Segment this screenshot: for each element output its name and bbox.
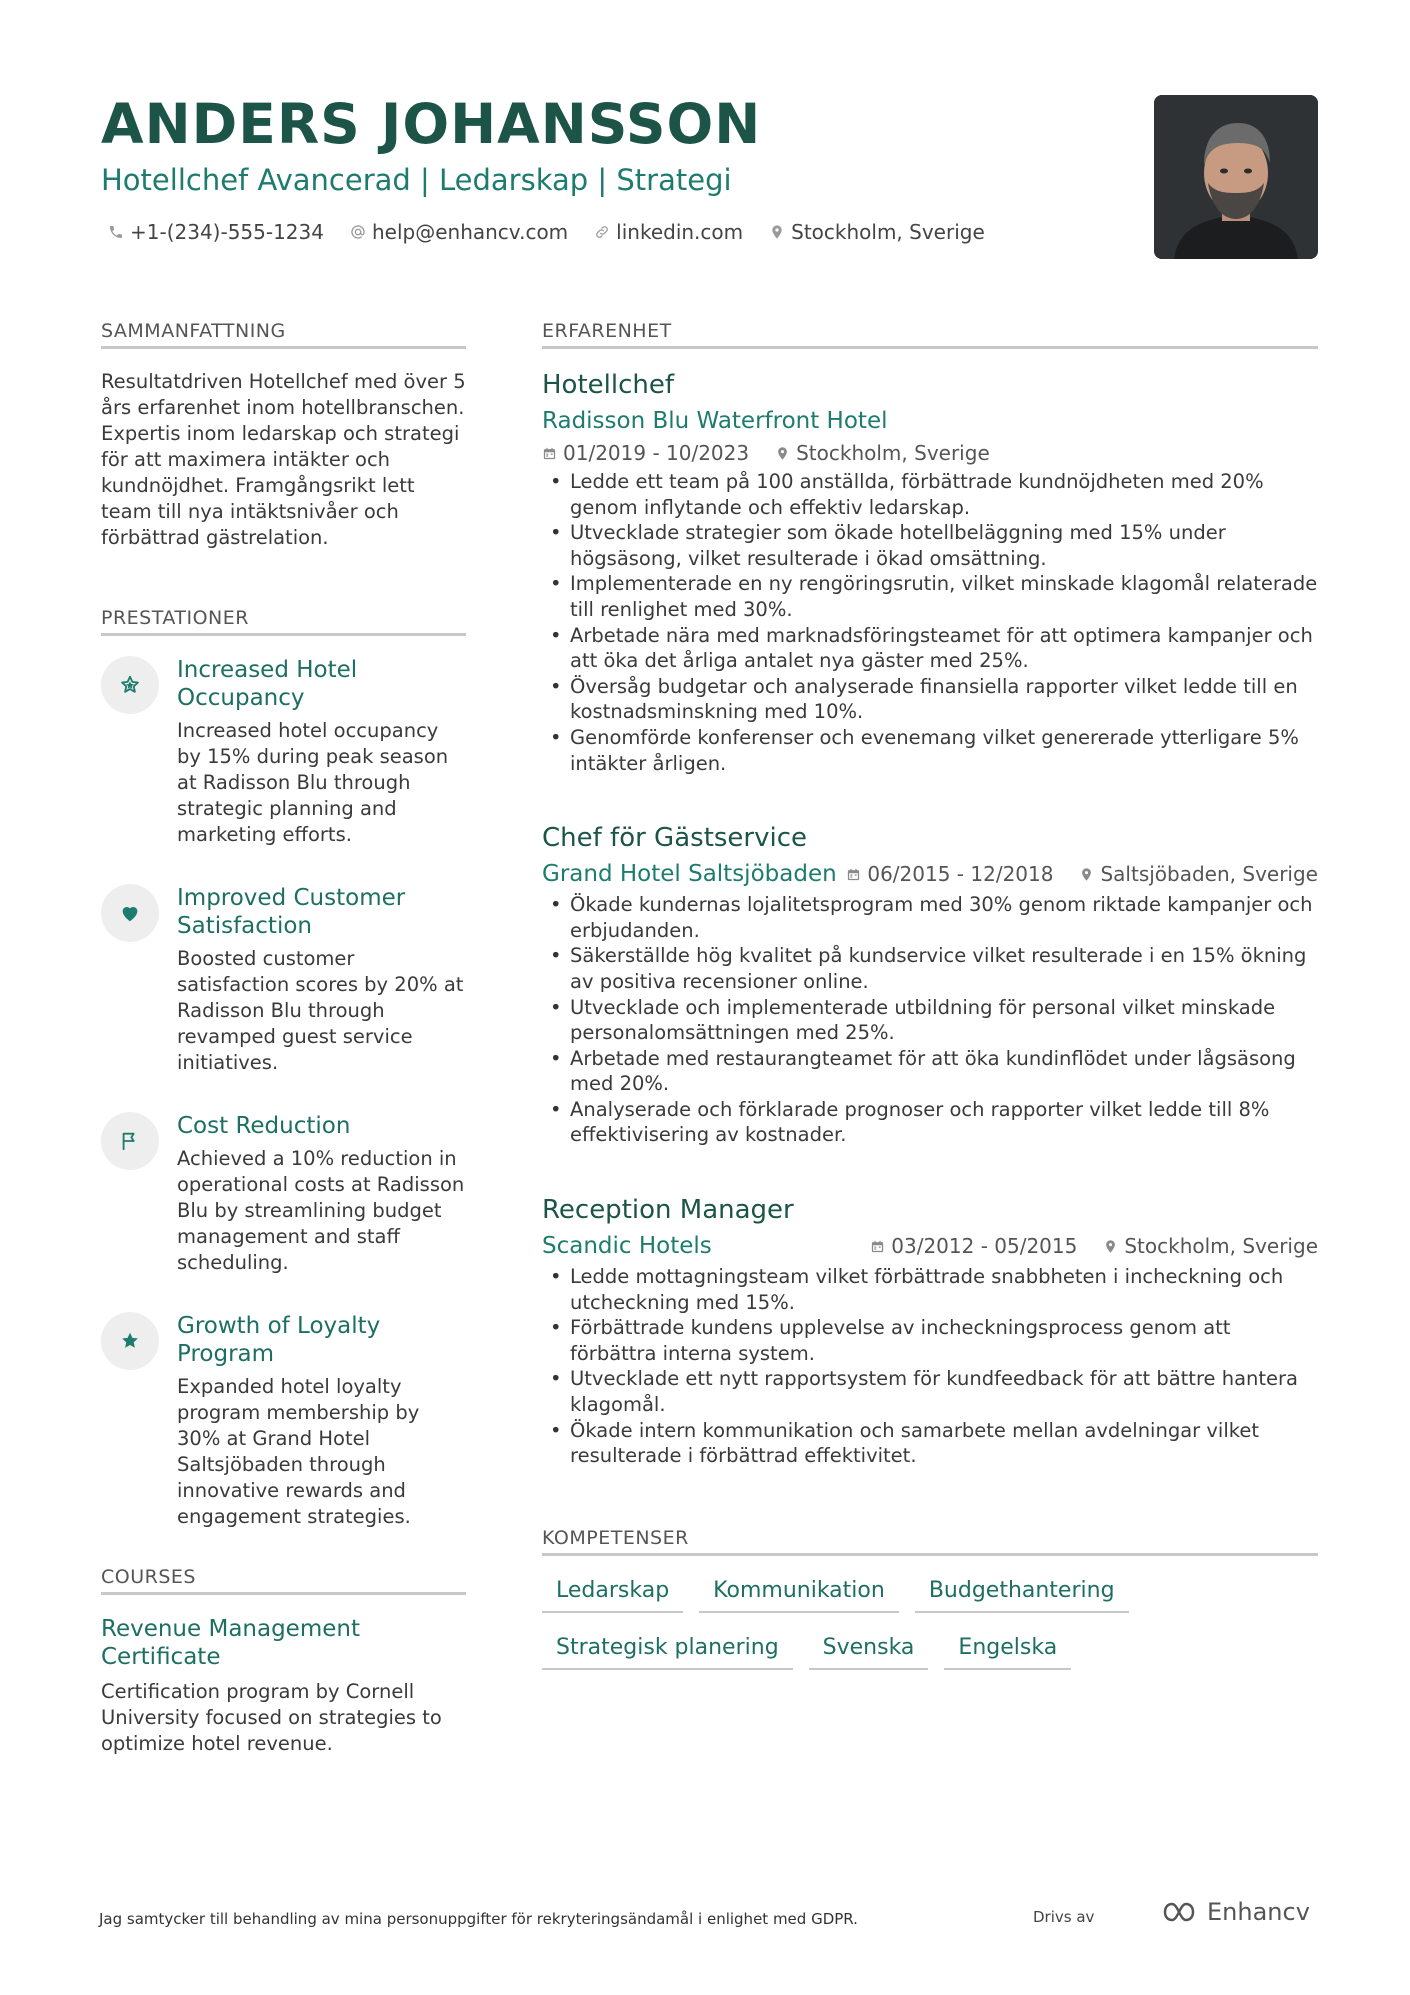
job-bullet: • Ledde ett team på 100 anställda, förbättrade kundnöjdheten med 20% genom inflytande och effektiv ledarskap. (542, 469, 1318, 520)
contact-location-text: Stockholm, Sverige (791, 220, 985, 244)
courses-section (101, 1566, 466, 1757)
skills-list (542, 1576, 1318, 1670)
at-icon (350, 224, 366, 240)
achievements-title: PRESTATIONER (101, 607, 466, 636)
job-title: Chef för Gästservice (542, 823, 808, 854)
star-icon (119, 1330, 141, 1352)
flag-icon (119, 1130, 141, 1152)
job-item (542, 1194, 1318, 1469)
job-bullet: • Analyserade och förklarade prognoser och rapporter vilket ledde till 8% effektivisering av kostnader. (542, 1097, 1318, 1148)
course-text: Certification program by Cornell University focused on strategies to optimize hotel revenue. (101, 1680, 442, 1755)
job-bullets (542, 1264, 1318, 1469)
achievements-section (101, 607, 466, 1530)
enhancv-logo-icon (1153, 1898, 1199, 1926)
achievement-text: Increased hotel occupancy by 15% during peak season at Radisson Blu through strategic planning and marketing efforts. (177, 719, 449, 846)
candidate-headline: Hotellchef Avancerad | Ledarskap | Strategi (101, 163, 732, 197)
skill-tag: Engelska (944, 1633, 1071, 1670)
job-company: Scandic Hotels (542, 1233, 712, 1260)
job-location: Saltsjöbaden, Sverige (1100, 862, 1318, 887)
contact-email[interactable] (350, 220, 568, 244)
achievement-item (101, 884, 466, 1076)
skills-title: KOMPETENSER (542, 1527, 1318, 1556)
achievement-text: Boosted customer satisfaction scores by 20% at Radisson Blu through revamped guest service initiatives. (177, 947, 464, 1074)
job-dates: 03/2012 - 05/2015 (891, 1234, 1078, 1259)
profile-photo (1154, 95, 1318, 259)
phone-icon (108, 224, 124, 240)
job-bullet: • Genomförde konferenser och evenemang vilket genererade ytterligare 5% intäkter årligen. (542, 725, 1318, 776)
skill-tag: Svenska (809, 1633, 929, 1670)
location-pin-icon (1103, 1239, 1118, 1254)
achievement-text: Achieved a 10% reduction in operational costs at Radisson Blu by streamlining budget management and staff scheduling. (177, 1147, 465, 1274)
job-location: Stockholm, Sverige (1124, 1234, 1318, 1259)
job-dates: 01/2019 - 10/2023 (563, 441, 750, 465)
job-company: Grand Hotel Saltsjöbaden (542, 861, 837, 888)
achievement-item (101, 1312, 466, 1530)
job-bullet: • Utvecklade och implementerade utbildning för personal vilket minskade personalomsättningen med 25%. (542, 995, 1318, 1046)
experience-title: ERFARENHET (542, 320, 1318, 349)
job-location: Stockholm, Sverige (796, 441, 990, 465)
link-icon (594, 224, 610, 240)
contact-phone[interactable] (108, 220, 324, 244)
location-pin-icon (769, 224, 785, 240)
calendar-icon (846, 867, 861, 882)
achievement-text: Expanded hotel loyalty program membership by 30% at Grand Hotel Saltsjöbaden through innovative rewards and engagement strategies. (177, 1375, 420, 1528)
job-bullet: • Utvecklade strategier som ökade hotellbeläggning med 15% under högsäsong, vilket resulterade i ökad omsättning. (542, 520, 1318, 571)
achievement-title: Growth of Loyalty Program (177, 1313, 381, 1367)
summary-section (101, 320, 466, 551)
skill-tag: Kommunikation (699, 1576, 899, 1613)
course-item (101, 1615, 466, 1757)
job-item (542, 369, 1318, 776)
enhancv-brand-text: Enhancv (1207, 1898, 1310, 1926)
job-meta (870, 1234, 1318, 1258)
location-pin-icon (775, 446, 790, 461)
gdpr-consent: Jag samtycker till behandling av mina personuppgifter för rekryteringsändamål i enlighet med GDPR. (99, 1910, 858, 1928)
achievement-title: Increased Hotel Occupancy (177, 657, 358, 711)
job-bullet: • Implementerade en ny rengöringsrutin, vilket minskade klagomål relaterade till renlighet med 30%. (542, 571, 1318, 622)
calendar-icon (542, 446, 557, 461)
job-bullet: • Ledde mottagningsteam vilket förbättrade snabbheten i incheckning och utcheckning med 15%. (542, 1264, 1318, 1315)
contact-linkedin[interactable] (594, 220, 743, 244)
job-bullet: • Ökade intern kommunikation och samarbete mellan avdelningar vilket resulterade i förbättrad effektivitet. (542, 1418, 1318, 1469)
job-bullet: • Förbättrade kundens upplevelse av incheckningsprocess genom att förbättra interna system. (542, 1315, 1318, 1366)
job-company: Radisson Blu Waterfront Hotel (542, 408, 888, 434)
contact-linkedin-text: linkedin.com (616, 220, 744, 244)
job-bullet: • Utvecklade ett nytt rapportsystem för kundfeedback för att bättre hantera klagomål. (542, 1366, 1318, 1417)
job-bullet: • Arbetade med restaurangteamet för att öka kundinflödet under lågsäsong med 20%. (542, 1046, 1318, 1097)
skill-tag: Strategisk planering (542, 1633, 793, 1670)
job-meta (846, 862, 1318, 886)
contact-phone-text: +1-(234)-555-1234 (130, 220, 324, 244)
courses-title: COURSES (101, 1566, 466, 1595)
summary-title: SAMMANFATTNING (101, 320, 466, 349)
summary-text: Resultatdriven Hotellchef med över 5 års erfarenhet inom hotellbranschen. Expertis inom ledarskap och strategi för att maximera intäkter och kundnöjdhet. Framgångsrikt lett team till nya intäktsnivåer och förbättrad gästrelation. (101, 370, 466, 549)
job-bullets (542, 892, 1318, 1148)
powered-by-label: Drivs av (1033, 1908, 1095, 1926)
right-column (542, 320, 1318, 1670)
course-title: Revenue Management Certificate (101, 1616, 360, 1670)
contact-location (769, 220, 985, 244)
heart-icon (119, 902, 141, 924)
left-column (101, 320, 466, 1757)
location-pin-icon (1079, 867, 1094, 882)
achievement-item (101, 656, 466, 848)
contact-bar (108, 220, 985, 244)
star-outline-icon (119, 674, 141, 696)
job-title: Hotellchef (542, 370, 675, 400)
skills-section (542, 1527, 1318, 1670)
job-title: Reception Manager (542, 1195, 794, 1226)
achievement-title: Cost Reduction (177, 1113, 351, 1139)
job-bullet: • Ökade kundernas lojalitetsprogram med 30% genom riktade kampanjer och erbjudanden. (542, 892, 1318, 943)
job-meta (542, 441, 1318, 465)
job-bullet: • Arbetade nära med marknadsföringsteamet för att optimera kampanjer och att öka det årliga antalet nya gäster med 25%. (542, 623, 1318, 674)
skill-tag: Budgethantering (915, 1576, 1129, 1613)
experience-section (542, 320, 1318, 1469)
skill-tag: Ledarskap (542, 1576, 683, 1613)
job-bullet: • Översåg budgetar och analyserade finansiella rapporter vilket ledde till en kostnadsminskning med 10%. (542, 674, 1318, 725)
achievement-item (101, 1112, 466, 1276)
job-bullet: • Säkerställde hög kvalitet på kundservice vilket resulterade i en 15% ökning av positiva recensioner online. (542, 943, 1318, 994)
candidate-name: ANDERS JOHANSSON (101, 92, 762, 156)
enhancv-logo[interactable] (1153, 1898, 1310, 1926)
achievement-title: Improved Customer Satisfaction (177, 885, 406, 939)
job-bullets (542, 469, 1318, 776)
calendar-icon (870, 1239, 885, 1254)
job-dates: 06/2015 - 12/2018 (867, 862, 1054, 887)
contact-email-text: help@enhancv.com (371, 220, 569, 244)
job-item (542, 822, 1318, 1148)
